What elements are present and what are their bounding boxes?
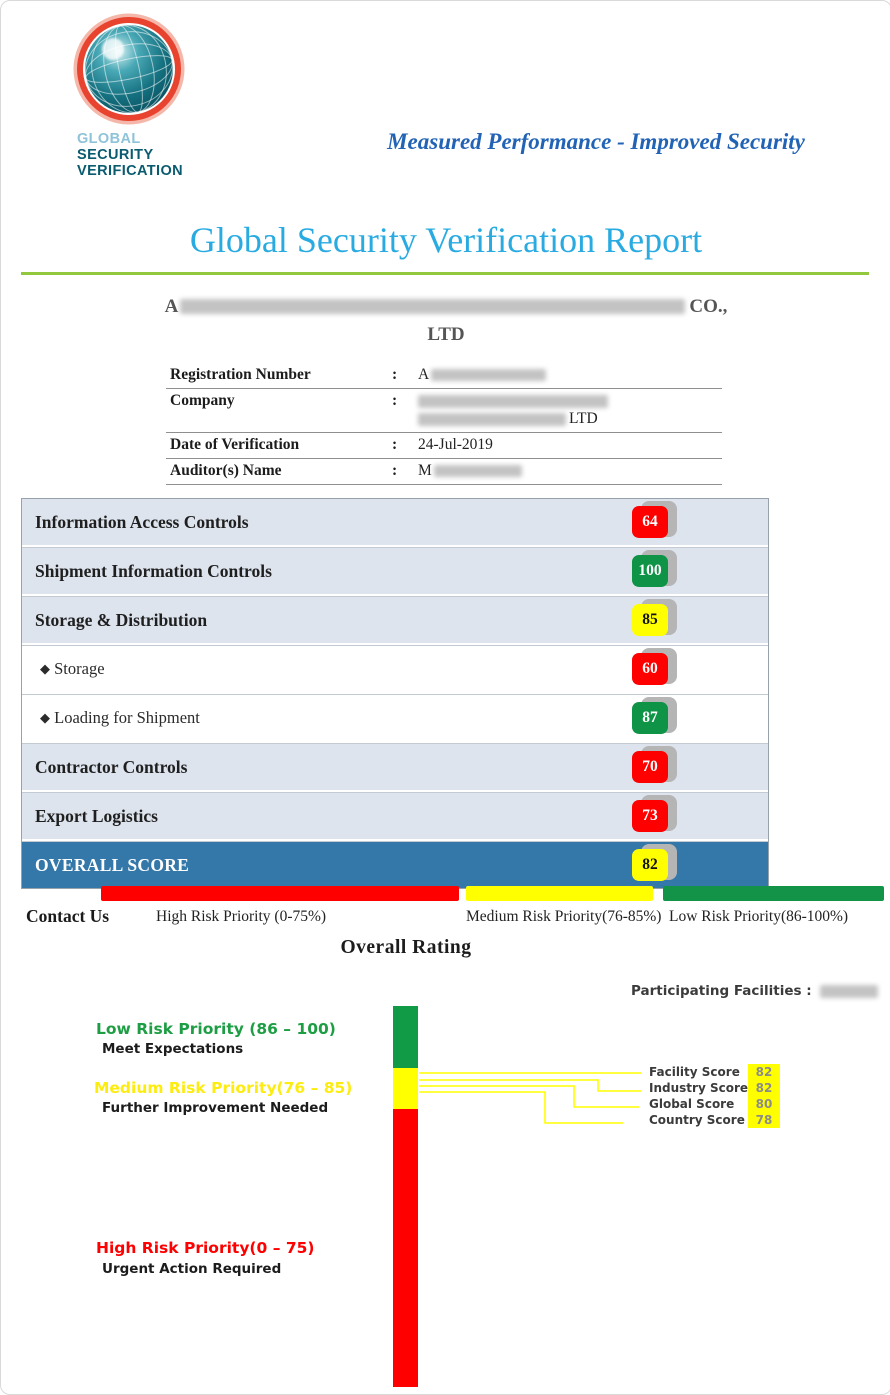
redacted-registration	[431, 369, 546, 381]
redacted-company-name	[180, 299, 685, 314]
registration-number-value: A	[418, 366, 722, 384]
score-row	[22, 694, 768, 743]
score-row-label: Contractor Controls	[35, 756, 188, 777]
tagline: Measured Performance - Improved Security	[387, 129, 805, 154]
page-title: Global Security Verification Report	[189, 220, 703, 260]
info-label: Auditor(s) Name	[170, 462, 282, 479]
medium-risk-band-subtitle: Further Improvement Needed	[102, 1100, 329, 1116]
globe-logo-icon	[73, 13, 185, 125]
info-label: Date of Verification	[170, 436, 300, 453]
score-row-label: Shipment Information Controls	[35, 560, 272, 581]
title-divider	[21, 272, 869, 275]
company-value: LTD	[418, 392, 722, 428]
company-heading	[61, 293, 831, 349]
info-table	[166, 363, 722, 485]
risk-scale-red-segment	[393, 1109, 418, 1387]
industry-score-value: 82	[748, 1080, 780, 1096]
score-leader-lines	[391, 1061, 691, 1131]
info-row-date: Date of Verification : 24-Jul-2019	[166, 433, 722, 459]
gsv-logo	[73, 13, 253, 183]
logo-line-verification: VERIFICATION	[77, 163, 184, 179]
score-badge	[632, 702, 668, 734]
diamond-bullet-icon: ◆	[40, 661, 50, 676]
score-row	[22, 841, 768, 888]
score-badge	[632, 506, 668, 538]
logo-line-global: GLOBAL	[77, 131, 141, 147]
verification-date-value: 24-Jul-2019	[418, 436, 493, 453]
score-row	[22, 792, 768, 841]
legend-bar-medium-risk	[466, 886, 653, 901]
contact-us-link[interactable]: Contact Us	[26, 906, 110, 926]
score-row-label: OVERALL SCORE	[35, 854, 190, 875]
facility-score-value: 82	[748, 1064, 780, 1080]
score-badge-value: 70	[632, 751, 668, 783]
score-row-label: ◆ Loading for Shipment	[40, 708, 200, 727]
score-badge-value: 64	[632, 506, 668, 538]
info-row-registration: Registration Number : A	[166, 363, 722, 389]
redacted-auditor	[434, 465, 522, 477]
legend-label-low: Low Risk Priority(86-100%)	[669, 908, 849, 925]
participating-facilities: Participating Facilities :	[631, 983, 878, 999]
redacted-company-line1	[418, 395, 608, 408]
legend-label-medium: Medium Risk Priority(76-85%)	[466, 908, 662, 925]
info-row-company: Company : LTD	[166, 389, 722, 433]
legend-bar-low-risk	[663, 886, 884, 901]
company-name-line2: LTD	[427, 324, 465, 345]
score-badge-value: 85	[632, 604, 668, 636]
low-risk-band-subtitle: Meet Expectations	[102, 1041, 244, 1057]
score-badge-value: 82	[632, 849, 668, 881]
score-row-label: Storage & Distribution	[35, 609, 208, 630]
legend-bar-high-risk	[101, 886, 459, 901]
auditor-name-value: M	[418, 462, 722, 480]
score-badge	[632, 604, 668, 636]
info-row-auditor: Auditor(s) Name : M	[166, 459, 722, 485]
medium-risk-band-title: Medium Risk Priority(76 – 85)	[94, 1079, 353, 1097]
global-score-value: 80	[748, 1096, 780, 1112]
score-badge-value: 73	[632, 800, 668, 832]
score-badge-value: 87	[632, 702, 668, 734]
score-row	[22, 596, 768, 645]
score-badge	[632, 751, 668, 783]
score-badge-value: 100	[632, 555, 668, 587]
score-badge	[632, 800, 668, 832]
score-row-label: ◆ Storage	[40, 659, 105, 678]
low-risk-band-title: Low Risk Priority (86 – 100)	[96, 1020, 336, 1038]
info-label: Company	[170, 392, 235, 409]
risk-scale-green-segment	[393, 1006, 418, 1068]
info-label: Registration Number	[170, 366, 311, 383]
rating-row-facility: Facility Score 82	[649, 1064, 780, 1080]
score-row	[22, 743, 768, 792]
score-badge	[632, 555, 668, 587]
company-name-line1: A CO.,	[164, 296, 728, 317]
legend-label-high: High Risk Priority (0-75%)	[156, 908, 327, 925]
score-row-label: Export Logistics	[35, 805, 158, 826]
score-table	[21, 498, 769, 889]
logo-wordmark	[77, 131, 183, 179]
rating-row-global: Global Score 80	[649, 1096, 780, 1112]
overall-rating-heading: Overall Rating	[340, 937, 472, 958]
score-row-label: Information Access Controls	[35, 511, 249, 532]
high-risk-band-title: High Risk Priority(0 – 75)	[96, 1239, 315, 1257]
score-row	[22, 645, 768, 694]
logo-line-security: SECURITY	[77, 147, 154, 163]
diamond-bullet-icon: ◆	[40, 710, 50, 725]
score-badge-value: 60	[632, 653, 668, 685]
score-row	[22, 547, 768, 596]
high-risk-band-subtitle: Urgent Action Required	[102, 1261, 282, 1277]
redacted-company-line2	[418, 413, 566, 426]
rating-row-industry: Industry Score 82	[649, 1080, 780, 1096]
country-score-value: 78	[748, 1112, 780, 1128]
redacted-facilities-count	[820, 985, 878, 998]
score-badge	[632, 653, 668, 685]
score-row	[22, 499, 768, 547]
rating-score-panel	[649, 1064, 780, 1128]
score-badge	[632, 849, 668, 881]
rating-row-country: Country Score 78	[649, 1112, 780, 1128]
